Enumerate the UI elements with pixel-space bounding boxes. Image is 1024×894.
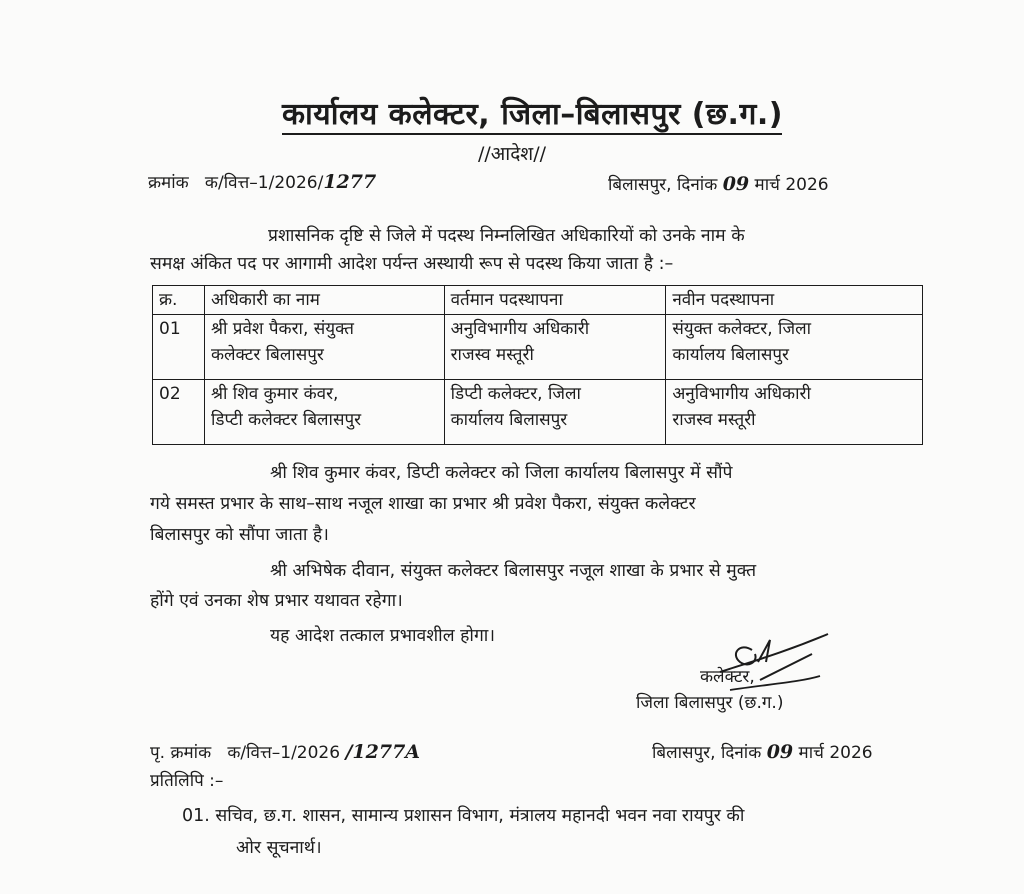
header-current-posting: वर्तमान पदस्थापना bbox=[444, 286, 666, 315]
signature-district: जिला बिलासपुर (छ.ग.) bbox=[636, 693, 784, 713]
order-heading: //आदेश// bbox=[478, 143, 547, 165]
cell-line: श्री प्रवेश पैकरा, संयुक्त bbox=[210, 319, 354, 339]
effective-paragraph bbox=[270, 622, 495, 650]
cell-sno: 02 bbox=[153, 380, 205, 445]
list-item-continuation: ओर सूचनार्थ। bbox=[236, 838, 322, 858]
copy-label: प्रतिलिपि :– bbox=[150, 771, 224, 791]
cell-current-posting bbox=[444, 315, 666, 380]
endorsement-date-suffix: मार्च 2026 bbox=[798, 743, 873, 763]
cell-current-posting bbox=[444, 380, 666, 445]
order-number-value: क/वित्त–1/2026/ bbox=[204, 173, 324, 193]
cell-line: राजस्व मस्तूरी bbox=[672, 410, 756, 430]
signature-designation: कलेक्टर, bbox=[700, 667, 755, 687]
paragraph-line: श्री अभिषेक दीवान, संयुक्त कलेक्टर बिलासपुर नजूल शाखा के प्रभार से मुक्त bbox=[270, 561, 757, 581]
cell-line: डिप्टी कलेक्टर, जिला bbox=[450, 384, 581, 404]
cell-line: अनुविभागीय अधिकारी bbox=[450, 319, 590, 339]
order-number-line bbox=[148, 170, 376, 193]
cell-line: श्री शिव कुमार कंवर, bbox=[210, 384, 339, 404]
header-officer-name: अधिकारी का नाम bbox=[204, 286, 444, 315]
officer-posting-table bbox=[152, 285, 923, 445]
endorsement-place-date bbox=[652, 740, 873, 763]
table-header-row bbox=[153, 286, 923, 315]
paragraph-line: होंगे एवं उनका शेष प्रभार यथावत रहेगा। bbox=[150, 591, 403, 611]
cell-line: कलेक्टर बिलासपुर bbox=[210, 345, 324, 365]
cell-line: कार्यालय बिलासपुर bbox=[450, 410, 568, 430]
relief-paragraph bbox=[150, 556, 756, 616]
order-date-suffix: मार्च 2026 bbox=[754, 175, 829, 195]
cell-new-posting bbox=[666, 315, 923, 380]
endorsement-number-value: क/वित्त–1/2026 bbox=[227, 743, 341, 763]
paragraph-line: गये समस्त प्रभार के साथ–साथ नजूल शाखा का प्रभार श्री प्रवेश पैकरा, संयुक्त कलेक्टर bbox=[150, 494, 696, 514]
intro-paragraph bbox=[150, 222, 745, 278]
cell-sno: 01 bbox=[153, 315, 205, 380]
title-underline bbox=[282, 133, 782, 135]
paragraph-line: श्री शिव कुमार कंवर, डिप्टी कलेक्टर को जिला कार्यालय बिलासपुर में सौंपे bbox=[270, 463, 733, 483]
paragraph-line: यह आदेश तत्काल प्रभावशील होगा। bbox=[270, 626, 495, 646]
cell-officer-name bbox=[204, 315, 444, 380]
list-item: 01. सचिव, छ.ग. शासन, सामान्य प्रशासन विभाग, मंत्रालय महानदी भवन नवा रायपुर की bbox=[182, 806, 745, 826]
cell-line: राजस्व मस्तूरी bbox=[450, 345, 534, 365]
endorsement-number-label: पृ. क्रमांक bbox=[150, 743, 212, 763]
cell-officer-name bbox=[204, 380, 444, 445]
endorsement-number-line bbox=[150, 740, 420, 763]
order-number-label: क्रमांक bbox=[148, 173, 189, 193]
table-row bbox=[153, 380, 923, 445]
header-new-posting: नवीन पदस्थापना bbox=[666, 286, 923, 315]
cell-line: अनुविभागीय अधिकारी bbox=[672, 384, 811, 404]
endorsement-date-handwritten: 09 bbox=[766, 741, 794, 763]
endorsement-date-prefix: बिलासपुर, दिनांक bbox=[652, 743, 762, 763]
header-sno: क्र. bbox=[153, 286, 205, 315]
copy-recipient-list bbox=[182, 800, 744, 864]
cell-line: डिप्टी कलेक्टर बिलासपुर bbox=[210, 410, 362, 430]
cell-line: कार्यालय बिलासपुर bbox=[672, 345, 789, 365]
charge-transfer-paragraph bbox=[150, 458, 732, 551]
table-row bbox=[153, 315, 923, 380]
order-date-handwritten: 09 bbox=[722, 173, 750, 195]
intro-line-1: प्रशासनिक दृष्टि से जिले में पदस्थ निम्नलिखित अधिकारियों को उनके नाम के bbox=[268, 226, 745, 246]
order-date-prefix: बिलासपुर, दिनांक bbox=[608, 175, 718, 195]
order-number-handwritten: 1277 bbox=[323, 171, 377, 193]
office-title: कार्यालय कलेक्टर, जिला–बिलासपुर (छ.ग.) bbox=[282, 97, 783, 132]
endorsement-number-handwritten: /1277A bbox=[345, 741, 421, 763]
cell-line: संयुक्त कलेक्टर, जिला bbox=[672, 319, 811, 339]
cell-new-posting bbox=[666, 380, 923, 445]
paragraph-line: बिलासपुर को सौंपा जाता है। bbox=[150, 525, 329, 545]
intro-line-2: समक्ष अंकित पद पर आगामी आदेश पर्यन्त अस्थायी रूप से पदस्थ किया जाता है :– bbox=[150, 254, 674, 274]
order-place-date bbox=[608, 172, 829, 195]
